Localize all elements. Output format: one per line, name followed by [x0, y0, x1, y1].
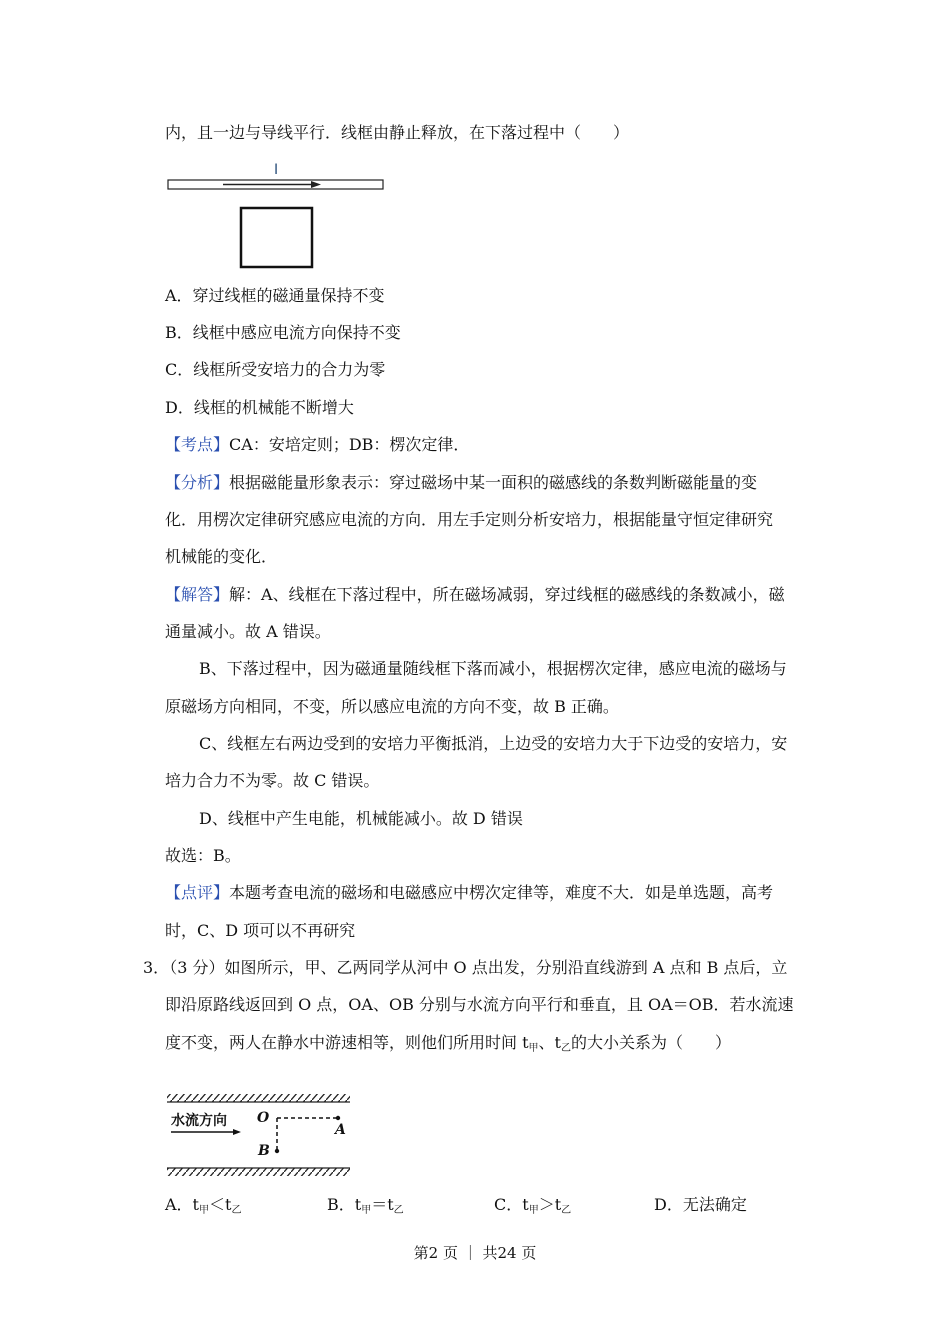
- fenxi-line: 化．用楞次定律研究感应电流的方向．用左手定则分析安培力，根据能量守恒定律研究: [165, 510, 774, 529]
- jieda-tag: 【解答】: [165, 585, 230, 604]
- jieda-row-1: [165, 584, 785, 606]
- sub-yi: 乙: [560, 1043, 571, 1054]
- label-o: O: [257, 1110, 270, 1126]
- point-b: [275, 1149, 279, 1153]
- wire-loop-figure: [163, 160, 393, 270]
- sub-jia: 甲: [528, 1043, 539, 1054]
- q2-option-a: A．穿过线框的磁通量保持不变: [165, 286, 385, 305]
- fenxi-tag: 【分析】: [165, 473, 230, 492]
- kaodian-text: CA：安培定则；DB：楞次定律．: [229, 435, 470, 454]
- flow-direction-label: 水流方向: [171, 1113, 227, 1129]
- q3-option-b: B．$t_甲=t_乙$: [327, 1195, 404, 1216]
- q3-stem-line: 即沿原路线返回到 O 点，OA、OB 分别与水流方向平行和垂直，且 OA＝OB．若水流速: [165, 995, 794, 1014]
- upper-bank-hatch: [167, 1094, 350, 1102]
- current-label: I: [274, 162, 279, 178]
- q2-option-b: B．线框中感应电流方向保持不变: [165, 323, 401, 342]
- label-b: B: [258, 1143, 270, 1159]
- kaodian-row: [165, 434, 469, 456]
- dianping-row-1: [165, 882, 773, 904]
- q3-stem-part: 、t: [538, 1033, 561, 1052]
- q3-score: （3 分）: [169, 958, 225, 977]
- q3-stem-line: 如图所示，甲、乙两同学从河中 O 点出发，分别沿直线游到 A 点和 B 点后，立: [224, 958, 788, 977]
- river-figure: [165, 1092, 355, 1178]
- fenxi-line: 机械能的变化．: [165, 547, 278, 566]
- jieda-line: D、线框中产生电能，机械能减小。故 D 错误: [199, 809, 523, 828]
- current-arrowhead: [311, 181, 321, 188]
- point-a: [336, 1116, 340, 1120]
- label-a: A: [335, 1122, 346, 1138]
- q3-number: 3．: [143, 958, 170, 977]
- jieda-line: 培力合力不为零。故 C 错误。: [165, 771, 380, 790]
- q2-option-d: D．线框的机械能不断增大: [165, 398, 354, 417]
- fenxi-line: 根据磁能量形象表示：穿过磁场中某一面积的磁感线的条数判断磁能量的变: [229, 473, 758, 492]
- q2-stem-tail: 内，且一边与导线平行．线框由静止释放，在下落过程中（ ）: [165, 123, 630, 142]
- dianping-tag: 【点评】: [165, 883, 230, 902]
- jieda-line: C、线框左右两边受到的安培力平衡抵消，上边受的安培力大于下边受的安培力，安: [199, 734, 788, 753]
- jieda-line: 故选：B。: [165, 846, 241, 865]
- flow-arrowhead: [233, 1129, 241, 1135]
- square-loop: [241, 208, 312, 267]
- dianping-line: 时，C、D 项可以不再研究: [165, 921, 356, 940]
- q3-stem-row-3: [165, 1032, 731, 1060]
- page-footer: 第2 页 ｜ 共24 页: [413, 1244, 537, 1262]
- kaodian-tag: 【考点】: [165, 435, 230, 454]
- q3-stem-row-1: [143, 957, 787, 979]
- jieda-line: 解：A、线框在下落过程中，所在磁场减弱，穿过线框的磁感线的条数减小，磁: [229, 585, 785, 604]
- jieda-line: 原磁场方向相同，不变，所以感应电流的方向不变，故 B 正确。: [165, 697, 619, 716]
- q3-option-a: A．$t_甲<t_乙$: [165, 1195, 242, 1216]
- q3-option-d: D．无法确定: [654, 1195, 747, 1214]
- jieda-line: B、下落过程中，因为磁通量随线框下落而减小，根据楞次定律，感应电流的磁场与: [199, 659, 787, 678]
- jieda-line: 通量减小。故 A 错误。: [165, 622, 331, 641]
- q3-option-c: C．$t_甲>t_乙$: [494, 1195, 572, 1216]
- q2-option-c: C．线框所受安培力的合力为零: [165, 360, 386, 379]
- q3-stem-part: 度不变，两人在静水中游速相等，则他们所用时间 t: [165, 1033, 529, 1052]
- q3-stem-part: 的大小关系为（ ）: [570, 1033, 731, 1052]
- dianping-line: 本题考查电流的磁场和电磁感应中楞次定律等，难度不大．如是单选题，高考: [229, 883, 774, 902]
- lower-bank-hatch: [167, 1168, 350, 1176]
- fenxi-row-1: [165, 472, 757, 494]
